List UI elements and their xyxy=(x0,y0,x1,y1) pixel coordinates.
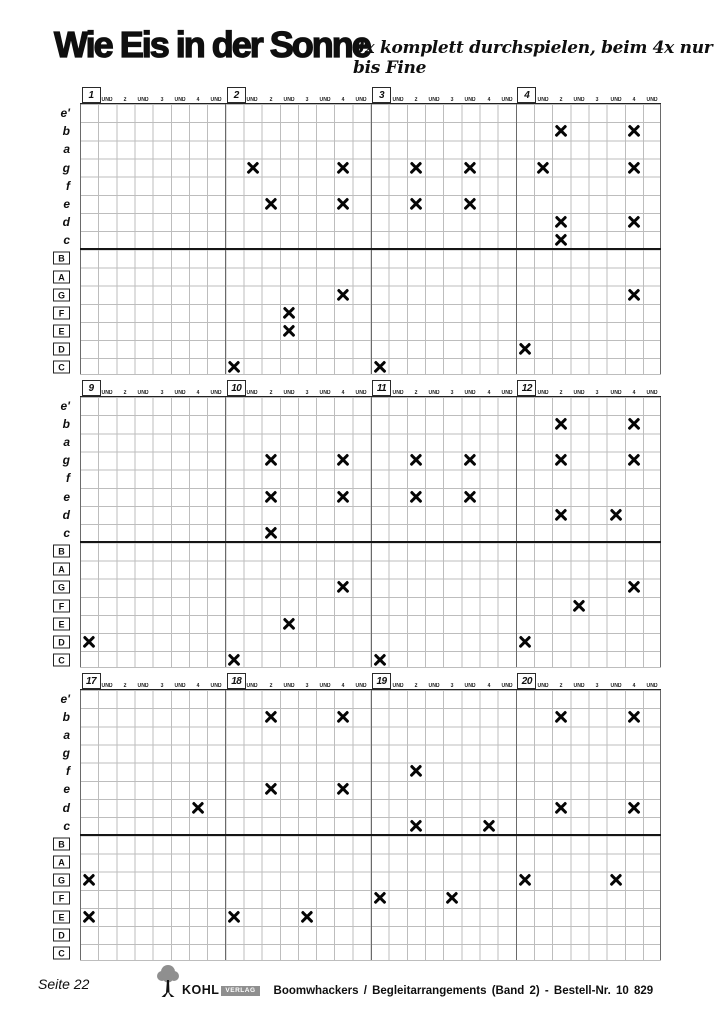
beat-label: UND xyxy=(610,682,622,689)
row-label-d: d xyxy=(62,215,70,230)
row-label-c: c xyxy=(63,818,70,833)
beat-label: UND xyxy=(101,682,113,689)
note-x-mark xyxy=(82,873,96,887)
note-x-mark xyxy=(554,124,568,138)
measure-boundary-line xyxy=(660,690,661,960)
measure-boundary-line xyxy=(516,690,517,960)
beat-label: UND xyxy=(610,97,622,103)
beat-label: UND xyxy=(501,97,513,103)
beat-label: 2 xyxy=(123,682,127,689)
octave-divider-line xyxy=(80,541,661,543)
note-x-mark xyxy=(627,580,641,594)
note-x-mark xyxy=(627,161,641,175)
measure-number-box: 19 xyxy=(372,673,391,689)
beat-label: UND xyxy=(355,97,367,103)
measure-boundary-line xyxy=(225,104,226,374)
beat-label: UND xyxy=(573,97,585,103)
beat-label: 2 xyxy=(414,389,418,396)
beat-label: 3 xyxy=(596,97,599,103)
row-label-D: D xyxy=(53,635,70,648)
note-x-mark xyxy=(445,891,459,905)
note-x-mark xyxy=(463,490,477,504)
note-x-mark xyxy=(627,124,641,138)
beat-label: UND xyxy=(210,389,222,396)
note-x-mark xyxy=(409,819,423,833)
row-label-d: d xyxy=(62,507,70,522)
beat-label: 3 xyxy=(160,682,164,689)
row-label-C: C xyxy=(53,946,70,959)
beat-label: UND xyxy=(246,97,259,103)
note-x-mark xyxy=(336,782,350,796)
note-x-mark xyxy=(572,599,586,613)
note-x-mark xyxy=(227,653,241,667)
row-label-A: A xyxy=(53,563,70,576)
measure-boundary-line xyxy=(80,397,81,667)
note-x-mark xyxy=(536,161,550,175)
note-x-mark xyxy=(336,490,350,504)
beat-label: 4 xyxy=(632,389,636,396)
beat-label: 4 xyxy=(632,682,636,689)
note-x-mark xyxy=(300,910,314,924)
note-x-mark xyxy=(609,508,623,522)
row-label-E: E xyxy=(53,910,70,923)
beat-label: UND xyxy=(392,389,404,396)
performance-instruction: 3x komplett durchspielen, beim 4x nur bis Fine xyxy=(353,38,713,78)
note-x-mark xyxy=(409,490,423,504)
beat-label: 3 xyxy=(450,389,454,396)
measure-boundary-line xyxy=(516,397,517,667)
row-label-b: b xyxy=(62,416,70,431)
beat-label: 2 xyxy=(559,682,563,689)
note-x-mark xyxy=(554,453,568,467)
row-label-g: g xyxy=(62,453,70,468)
beat-label: UND xyxy=(246,682,259,689)
measure-number-box: 20 xyxy=(517,673,536,689)
row-label-e: e xyxy=(63,196,70,211)
note-x-mark xyxy=(282,306,296,320)
beat-label: UND xyxy=(101,97,113,103)
note-x-mark xyxy=(264,526,278,540)
note-x-mark xyxy=(82,635,96,649)
measure-boundary-line xyxy=(371,104,372,374)
beat-label: UND xyxy=(428,682,440,689)
note-x-mark xyxy=(373,891,387,905)
note-x-mark xyxy=(227,360,241,374)
measure-grid-2 xyxy=(57,382,661,668)
row-label-C: C xyxy=(53,361,70,374)
page-number: Seite 22 xyxy=(38,976,90,992)
note-x-mark xyxy=(282,324,296,338)
beat-label: UND xyxy=(501,389,513,396)
measure-number-box: 2 xyxy=(227,87,246,103)
note-x-mark xyxy=(627,710,641,724)
beat-label: UND xyxy=(138,97,150,103)
measure-boundary-line xyxy=(371,690,372,960)
note-x-mark xyxy=(554,417,568,431)
beat-label: UND xyxy=(210,97,222,103)
note-x-mark xyxy=(336,453,350,467)
beat-label: 2 xyxy=(123,97,127,103)
beat-label: 2 xyxy=(559,97,563,103)
measure-number-box: 4 xyxy=(517,87,536,103)
beat-label: UND xyxy=(283,389,295,396)
note-x-mark xyxy=(554,710,568,724)
publisher-name: KOHL xyxy=(182,983,220,997)
beat-label: 4 xyxy=(341,682,345,689)
row-label-A: A xyxy=(53,270,70,283)
beat-label: UND xyxy=(138,389,150,396)
measure-number-box: 17 xyxy=(82,673,101,689)
beat-label: UND xyxy=(174,389,186,396)
measure-number-box: 3 xyxy=(372,87,391,103)
beat-label: UND xyxy=(319,682,331,689)
beat-label: UND xyxy=(646,682,658,689)
note-x-mark xyxy=(373,360,387,374)
beat-label: UND xyxy=(174,97,186,103)
beat-label: 2 xyxy=(269,389,273,396)
note-x-mark xyxy=(554,508,568,522)
row-label-a: a xyxy=(63,727,70,742)
beat-label: UND xyxy=(610,389,622,396)
note-x-mark xyxy=(554,215,568,229)
beat-label: UND xyxy=(537,682,549,689)
beat-label: UND xyxy=(537,389,549,396)
note-x-mark xyxy=(627,801,641,815)
beat-label: UND xyxy=(464,97,476,103)
beat-label: 4 xyxy=(487,389,491,396)
beat-label: UND xyxy=(319,389,331,396)
note-x-mark xyxy=(554,801,568,815)
beat-label: 3 xyxy=(596,389,599,396)
note-x-mark xyxy=(336,161,350,175)
beat-label: UND xyxy=(138,682,150,689)
row-label-e1: e' xyxy=(60,691,70,706)
row-label-g: g xyxy=(62,160,70,175)
beat-label: 3 xyxy=(450,682,454,689)
measure-boundary-line xyxy=(371,397,372,667)
beat-label: UND xyxy=(283,97,295,103)
measure-boundary-line xyxy=(516,104,517,374)
beat-label: 2 xyxy=(123,389,127,396)
note-x-mark xyxy=(336,580,350,594)
beat-label: 3 xyxy=(160,389,164,396)
note-x-mark xyxy=(409,197,423,211)
measure-number-box: 18 xyxy=(227,673,246,689)
row-label-F: F xyxy=(53,599,70,612)
beat-label: 2 xyxy=(269,97,273,103)
row-label-C: C xyxy=(53,654,70,667)
beat-label: 4 xyxy=(341,97,345,103)
row-label-c: c xyxy=(63,525,70,540)
note-x-mark xyxy=(264,710,278,724)
note-x-mark xyxy=(518,342,532,356)
beat-label: UND xyxy=(319,97,331,103)
row-label-f: f xyxy=(66,764,70,779)
row-label-g: g xyxy=(62,746,70,761)
beat-label: 4 xyxy=(487,97,491,103)
beat-label: 4 xyxy=(487,682,491,689)
note-x-mark xyxy=(282,617,296,631)
beat-label: 2 xyxy=(414,682,418,689)
note-x-mark xyxy=(463,197,477,211)
note-x-mark xyxy=(518,635,532,649)
measure-boundary-line xyxy=(225,690,226,960)
note-x-mark xyxy=(627,417,641,431)
row-label-b: b xyxy=(62,709,70,724)
measure-boundary-line xyxy=(660,104,661,374)
beat-label: 2 xyxy=(269,682,273,689)
row-label-e1: e' xyxy=(60,398,70,413)
beat-label: UND xyxy=(355,682,367,689)
beat-label: 2 xyxy=(559,389,563,396)
measure-boundary-line xyxy=(660,397,661,667)
note-x-mark xyxy=(482,819,496,833)
measure-grid-1 xyxy=(57,90,661,375)
row-label-e1: e' xyxy=(60,106,70,121)
note-x-mark xyxy=(373,653,387,667)
note-x-mark xyxy=(264,782,278,796)
beat-label: 3 xyxy=(305,682,309,689)
row-label-f: f xyxy=(66,178,70,193)
note-x-mark xyxy=(463,161,477,175)
note-x-mark xyxy=(264,197,278,211)
beat-label: UND xyxy=(392,682,404,689)
note-x-mark xyxy=(264,490,278,504)
octave-divider-line xyxy=(80,834,661,836)
row-label-A: A xyxy=(53,856,70,869)
beat-label: 4 xyxy=(632,97,636,103)
row-label-F: F xyxy=(53,306,70,319)
beat-label: 3 xyxy=(305,389,309,396)
row-label-f: f xyxy=(66,471,70,486)
note-x-mark xyxy=(227,910,241,924)
row-label-G: G xyxy=(53,874,70,887)
row-label-F: F xyxy=(53,892,70,905)
note-x-mark xyxy=(336,288,350,302)
beat-label: UND xyxy=(646,97,658,103)
beat-label: UND xyxy=(283,682,295,689)
beat-label: UND xyxy=(501,682,513,689)
beat-label: 3 xyxy=(160,97,164,103)
beat-label: UND xyxy=(464,389,476,396)
publisher-badge: VERLAG xyxy=(221,986,259,996)
row-label-a: a xyxy=(63,142,70,157)
beat-label: UND xyxy=(573,389,585,396)
note-x-mark xyxy=(191,801,205,815)
row-label-E: E xyxy=(53,617,70,630)
beat-label: UND xyxy=(464,682,476,689)
row-label-D: D xyxy=(53,343,70,356)
row-label-d: d xyxy=(62,800,70,815)
beat-label: UND xyxy=(210,682,222,689)
beat-label: 4 xyxy=(196,97,200,103)
measure-number-box: 9 xyxy=(82,380,101,396)
beat-label: UND xyxy=(646,389,658,396)
beat-label: UND xyxy=(573,682,585,689)
row-label-e: e xyxy=(63,489,70,504)
row-label-c: c xyxy=(63,233,70,248)
beat-label: UND xyxy=(392,97,404,103)
beat-label: UND xyxy=(428,389,440,396)
note-x-mark xyxy=(609,873,623,887)
page-title: Wie Eis in der Sonne xyxy=(54,24,370,65)
note-x-mark xyxy=(463,453,477,467)
row-label-G: G xyxy=(53,288,70,301)
note-x-mark xyxy=(82,910,96,924)
note-x-mark xyxy=(627,288,641,302)
beat-label: 4 xyxy=(196,682,200,689)
note-x-mark xyxy=(409,764,423,778)
row-label-B: B xyxy=(53,837,70,850)
measure-grid-3 xyxy=(57,675,661,961)
note-x-mark xyxy=(336,710,350,724)
row-label-G: G xyxy=(53,581,70,594)
measure-number-box: 1 xyxy=(82,87,101,103)
note-x-mark xyxy=(627,215,641,229)
note-x-mark xyxy=(627,453,641,467)
beat-label: UND xyxy=(428,97,440,103)
row-label-b: b xyxy=(62,124,70,139)
row-label-D: D xyxy=(53,928,70,941)
beat-label: 4 xyxy=(196,389,200,396)
measure-number-box: 11 xyxy=(372,380,391,396)
row-label-a: a xyxy=(63,435,70,450)
measure-boundary-line xyxy=(80,104,81,374)
beat-label: UND xyxy=(537,97,549,103)
row-label-e: e xyxy=(63,782,70,797)
note-x-mark xyxy=(518,873,532,887)
row-label-B: B xyxy=(53,252,70,265)
note-x-mark xyxy=(264,453,278,467)
beat-label: UND xyxy=(246,389,259,396)
note-x-mark xyxy=(246,161,260,175)
footer-info: Boomwhackers / Begleitarrangements (Band 2) - Bestell-Nr. 10 829 xyxy=(273,984,654,997)
measure-boundary-line xyxy=(225,397,226,667)
row-label-B: B xyxy=(53,545,70,558)
tree-logo-icon xyxy=(156,964,180,998)
measure-number-box: 12 xyxy=(517,380,536,396)
row-label-E: E xyxy=(53,325,70,338)
beat-label: 3 xyxy=(305,97,309,103)
beat-label: 3 xyxy=(450,97,454,103)
beat-label: UND xyxy=(101,389,113,396)
measure-number-box: 10 xyxy=(227,380,246,396)
octave-divider-line xyxy=(80,248,661,250)
note-x-mark xyxy=(409,453,423,467)
beat-label: 4 xyxy=(341,389,345,396)
beat-label: UND xyxy=(174,682,186,689)
beat-label: UND xyxy=(355,389,367,396)
beat-label: 3 xyxy=(596,682,599,689)
note-x-mark xyxy=(336,197,350,211)
note-x-mark xyxy=(554,233,568,247)
note-x-mark xyxy=(409,161,423,175)
beat-label: 2 xyxy=(414,97,418,103)
measure-boundary-line xyxy=(80,690,81,960)
footer xyxy=(156,964,653,998)
